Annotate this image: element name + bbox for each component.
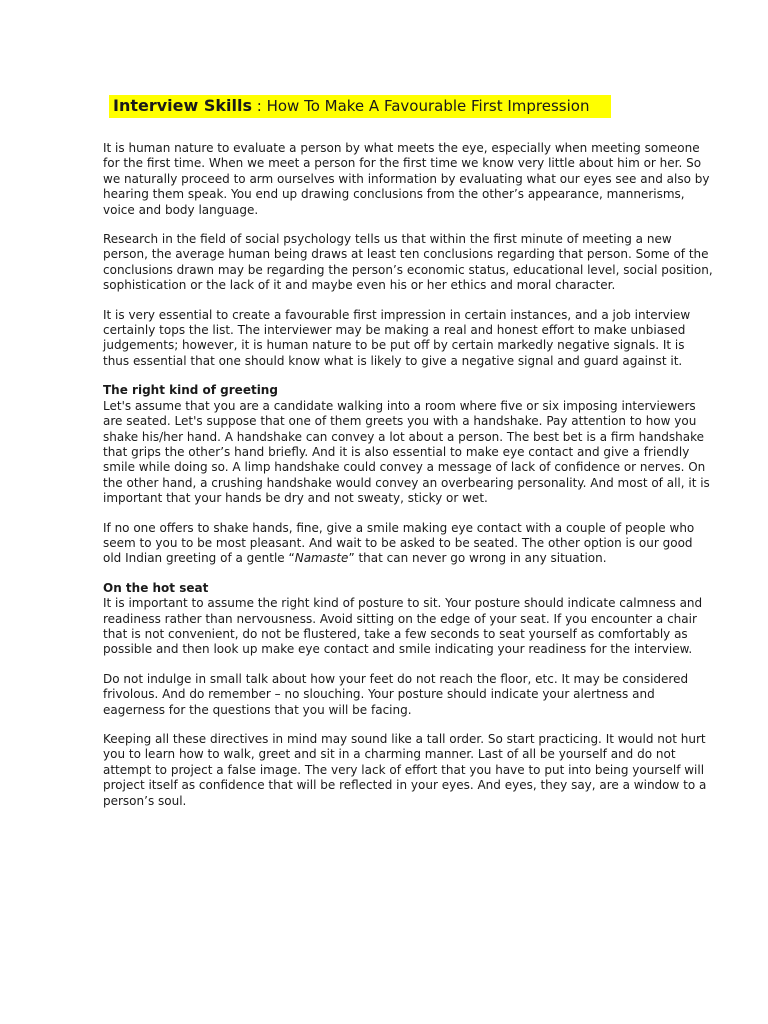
highlighted-title [109,95,611,118]
intro-paragraph-1: It is human nature to evaluate a person by what meets the eye, especially when meeting someone for the first time. When we meet a person for the first time we know very little about him or her. So we naturally proceed to arm ourselves with information by evaluating what our eyes see and also by hearing them speak. You end up drawing conclusions from the other’s appearance, mannerisms, voice and body language. [103,141,710,217]
title-subtitle: How To Make A Favourable First Impression [266,97,590,115]
document-page [103,95,713,823]
greeting-paragraph-2 [103,521,713,567]
greeting-p2-text-after: ” that can never go wrong in any situation. [348,551,607,566]
intro-paragraph-2: Research in the field of social psychology tells us that within the first minute of meeting a new person, the average human being draws at least ten conclusions regarding that person. Some of the conclusions drawn may be regarding the person’s economic status, educational level, social position, sophistication or the lack of it and maybe even his or her ethics and moral character. [103,232,713,293]
title-main: Interview Skills [113,96,252,115]
article-body [103,141,713,809]
section-heading-greeting: The right kind of greeting [103,383,278,398]
hot-seat-paragraph-1: It is important to assume the right kind of posture to sit. Your posture should indicate calmness and readiness rather than nervousness. Avoid sitting on the edge of your seat. If you encounter a chair that is not convenient, do not be flustered, take a few seconds to seat yourself as comfortably as possible and then look up make eye contact and smile indicating your readiness for the interview. [103,596,703,657]
hot-seat-paragraph-3: Keeping all these directives in mind may sound like a tall order. So start practicing. It would not hurt you to learn how to walk, greet and sit in a charming manner. Last of all be yourself and do not attempt to project a false image. The very lack of effort that you have to put into being yourself will project itself as confidence that will be reflected in your eyes. And eyes, they say, are a window to a person’s soul. [103,732,707,808]
greeting-p2-text-before: If no one offers to shake hands, fine, give a smile making eye contact with a couple of people who seem to you to be most pleasant. And wait to be asked to be seated. The other option is our good old Indian greeting of a gentle “ [103,520,695,566]
intro-paragraph-3: It is very essential to create a favourable first impression in certain instances, and a job interview certainly tops the list. The interviewer may be making a real and honest effort to make unbiased judgements; however, it is human nature to be put off by certain markedly negative signals. It is thus essential that one should know what is likely to give a negative signal and guard against it. [103,307,691,368]
greeting-paragraph-1: Let's assume that you are a candidate walking into a room where five or six imposing interviewers are seated. Let's suppose that one of them greets you with a handshake. Pay attention to how you shake his/her hand. A handshake can convey a lot about a person. The best bet is a firm handshake that grips the other’s hand briefly. And it is also essential to make eye contact and give a friendly smile while doing so. A limp handshake could convey a message of lack of confidence or nerves. On the other hand, a crushing handshake would convey an overbearing personality. And most of all, it is important that your hands be dry and not sweaty, sticky or wet. [103,398,710,506]
title-separator: : [252,97,267,115]
hot-seat-paragraph-2: Do not indulge in small talk about how your feet do not reach the floor, etc. It may be considered frivolous. And do remember – no slouching. Your posture should indicate your alertness and eagerness for the questions that you will be facing. [103,671,689,717]
namaste-italic: Namaste [294,551,349,566]
section-heading-hot-seat: On the hot seat [103,580,209,595]
